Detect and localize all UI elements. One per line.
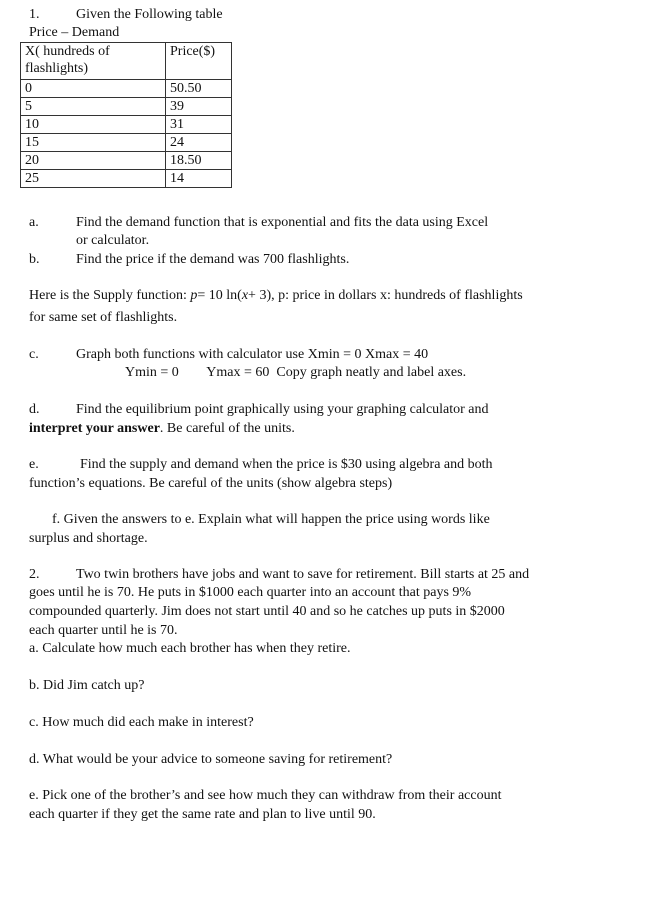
supply-eq: = 10 ln(: [197, 288, 242, 303]
table-caption: Price – Demand: [29, 25, 120, 40]
part-e-label: e.: [29, 457, 39, 472]
part-e-line2: function’s equations. Be careful of the units (show algebra steps): [29, 476, 393, 491]
q1-number: 1.: [29, 7, 40, 22]
q2-line2: goes until he is 70. He puts in $1000 each quarter into an account that pays 9%: [29, 585, 472, 600]
cell-price: 24: [166, 134, 232, 152]
part-f-line2: surplus and shortage.: [29, 531, 148, 546]
supply-intro: Here is the Supply function:: [29, 288, 187, 303]
part-d-rest: . Be careful of the units.: [159, 421, 295, 436]
q2-part-e-line2: each quarter if they get the same rate and plan to live until 90.: [29, 807, 376, 822]
cell-x: 15: [21, 134, 166, 152]
part-f-line1: f. Given the answers to e. Explain what will happen the price using words like: [52, 512, 490, 527]
part-d-line2: [29, 420, 295, 438]
supply-eq-end: + 3): [248, 288, 272, 303]
part-e-line1: Find the supply and demand when the price is $30 using algebra and both: [80, 457, 493, 472]
col-header-price: Price($): [166, 43, 232, 80]
cell-price: 18.50: [166, 152, 232, 170]
supply-var-x: x: [241, 288, 249, 303]
part-d-bold: interpret your answer: [29, 421, 160, 436]
q1-heading: Given the Following table: [76, 7, 223, 22]
cell-price: 14: [166, 170, 232, 188]
q2-line4: each quarter until he is 70.: [29, 623, 178, 638]
supply-function-line: [29, 287, 523, 305]
cell-price: 39: [166, 98, 232, 116]
part-a-line1: Find the demand function that is exponential and fits the data using Excel: [76, 215, 489, 230]
cell-price: 50.50: [166, 80, 232, 98]
col-header-x: X( hundreds of flashlights): [21, 43, 166, 80]
q2-part-c: c. How much did each make in interest?: [29, 715, 254, 730]
q2-line3: compounded quarterly. Jim does not start until 40 and so he catches up puts in $2000: [29, 604, 505, 619]
part-c-line1: Graph both functions with calculator use Xmin = 0 Xmax = 40: [76, 347, 429, 362]
part-c-line2: Ymin = 0 Ymax = 60 Copy graph neatly and label axes.: [125, 365, 467, 380]
part-b-text: Find the price if the demand was 700 flashlights.: [76, 252, 350, 267]
q2-part-b: b. Did Jim catch up?: [29, 678, 145, 693]
table-row: [21, 134, 232, 152]
part-a-label: a.: [29, 215, 39, 230]
part-b-label: b.: [29, 252, 40, 267]
q2-part-e-line1: e. Pick one of the brother’s and see how much they can withdraw from their account: [29, 788, 502, 803]
table-row: [21, 80, 232, 98]
table-row: [21, 98, 232, 116]
cell-x: 10: [21, 116, 166, 134]
q2-part-d: d. What would be your advice to someone saving for retirement?: [29, 752, 393, 767]
supply-desc: , p: price in dollars x: hundreds of flashlights: [271, 288, 523, 303]
table-header-row: [21, 43, 232, 80]
cell-x: 0: [21, 80, 166, 98]
supply-var-p: p: [190, 288, 198, 303]
part-d-label: d.: [29, 402, 40, 417]
cell-price: 31: [166, 116, 232, 134]
supply-line2: for same set of flashlights.: [29, 310, 178, 325]
q2-part-a: a. Calculate how much each brother has when they retire.: [29, 641, 351, 656]
part-d-line1: Find the equilibrium point graphically using your graphing calculator and: [76, 402, 489, 417]
part-a-line2: or calculator.: [76, 233, 150, 248]
cell-x: 20: [21, 152, 166, 170]
table-row: [21, 116, 232, 134]
cell-x: 5: [21, 98, 166, 116]
price-demand-table: [20, 42, 232, 188]
q2-line1: Two twin brothers have jobs and want to save for retirement. Bill starts at 25 and: [76, 567, 530, 582]
table-row: [21, 170, 232, 188]
q2-number: 2.: [29, 567, 40, 582]
table-row: [21, 152, 232, 170]
cell-x: 25: [21, 170, 166, 188]
part-c-label: c.: [29, 347, 39, 362]
